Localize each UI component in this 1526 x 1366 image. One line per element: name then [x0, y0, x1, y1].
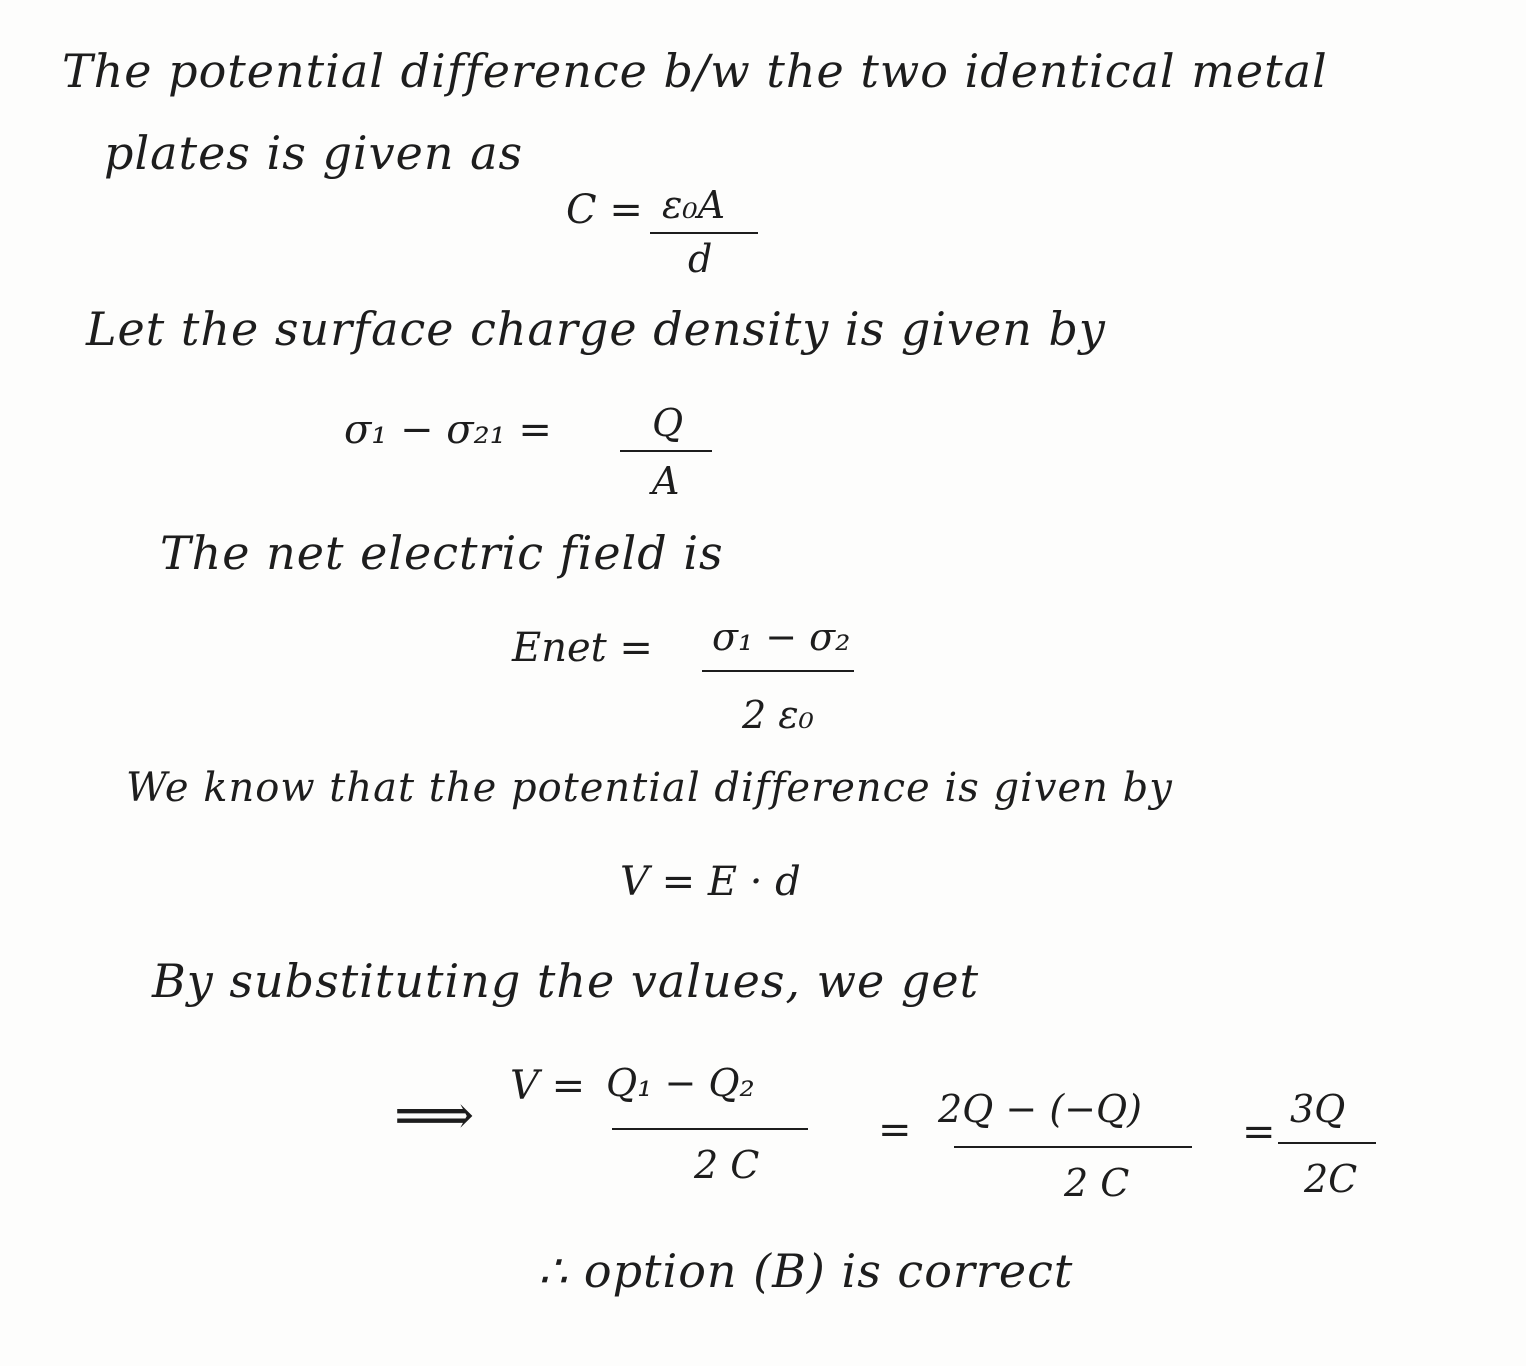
eq4-text: V = E · d	[620, 859, 801, 905]
text-line-5: We know that the potential difference is given by	[126, 765, 1173, 811]
eq5-fraction3-denominator: 2C	[1304, 1157, 1358, 1201]
eq1-lhs: C =	[566, 187, 643, 233]
text-line-4: The net electric field is	[160, 526, 724, 580]
eq5-equals-a: =	[878, 1107, 912, 1153]
eq3-denominator: 2 ε₀	[742, 693, 814, 737]
eq3-fraction-bar	[702, 670, 854, 672]
eq2-lhs: σ₁ − σ₂₁ =	[344, 407, 552, 453]
text-line-3: Let the surface charge density is given by	[86, 302, 1106, 356]
eq5-fraction2-numerator: 2Q − (−Q)	[938, 1087, 1142, 1131]
eq5-fraction3-numerator: 3Q	[1290, 1087, 1346, 1131]
eq5-fraction2-denominator: 2 C	[1064, 1161, 1130, 1205]
eq5-lhs: V =	[510, 1063, 586, 1109]
eq5-fraction1-denominator: 2 C	[694, 1143, 760, 1187]
eq5-equals-b: =	[1242, 1109, 1276, 1155]
eq2-fraction-bar	[620, 450, 712, 452]
eq2-numerator: Q	[652, 401, 684, 445]
eq1-numerator: ε₀A	[662, 183, 726, 227]
eq5-fraction1-bar	[612, 1128, 808, 1130]
eq1-denominator: d	[688, 237, 713, 281]
eq5-fraction3-bar	[1278, 1142, 1376, 1144]
text-line-1: The potential difference b/w the two identical metal	[62, 44, 1328, 98]
eq3-numerator: σ₁ − σ₂	[712, 615, 851, 659]
implies-arrow-icon: ⟹	[394, 1083, 475, 1148]
eq5-fraction2-bar	[954, 1146, 1192, 1148]
eq3-lhs: Enet =	[512, 625, 653, 671]
text-line-2: plates is given as	[104, 126, 524, 180]
text-line-6: By substituting the values, we get	[152, 954, 980, 1008]
eq1-fraction-bar	[650, 232, 758, 234]
eq5-fraction1-numerator: Q₁ − Q₂	[606, 1061, 755, 1105]
eq2-denominator: A	[652, 459, 680, 503]
text-line-7: ∴ option (B) is correct	[538, 1244, 1074, 1298]
